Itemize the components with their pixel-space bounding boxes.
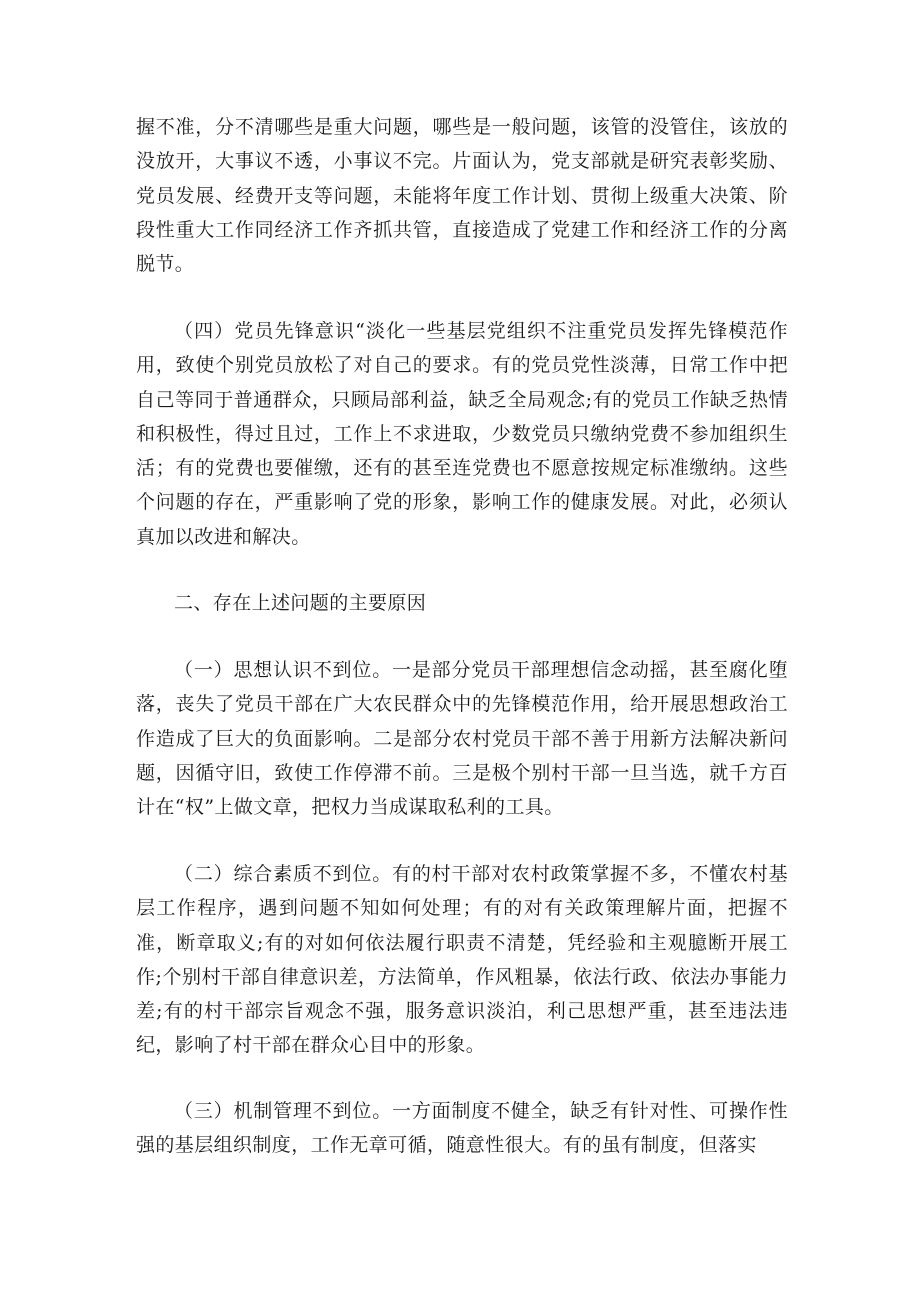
paragraph-ideological-awareness: （一）思想认识不到位。一是部分党员干部理想信念动摇，甚至腐化堕落，丧失了党员干部在广大农民群众中的先锋模范作用，给开展思想政治工作造成了巨大的负面影响。二是部分农村党员干部不善于用新方法解决新问题，因循守旧，致使工作停滞不前。三是极个别村干部一旦当选，就千方百计在“权”上做文章，把权力当成谋取私利的工具。 — [136, 659, 788, 819]
paragraph-party-member-pioneer: （四）党员先锋意识“淡化一些基层党组织不注重党员发挥先锋模范作用，致使个别党员放松了对自己的要求。有的党员党性淡薄，日常工作中把自己等同于普通群众，只顾局部利益，缺乏全局观念;有的党员工作缺乏热情和积极性，得过且过，工作上不求进取，少数党员只缴纳党费不参加组织生活；有的党费也要催缴，还有的甚至连党费也不愿意按规定标准缴纳。这些个问题的存在，严重影响了党的形象，影响工作的健康发展。对此，必须认真加以改进和解决。 — [136, 320, 788, 548]
paragraph-comprehensive-quality: （二）综合素质不到位。有的村干部对农村政策掌握不多，不懂农村基层工作程序，遇到问题不知如何处理；有的对有关政策理解片面，把握不准，断章取义;有的对如何依法履行职责不清楚，凭经验和主观臆断开展工作;个别村干部自律意识差，方法简单，作风粗暴，依法行政、依法办事能力差;有的村干部宗旨观念不强，服务意识淡泊，利己思想严重，甚至违法违纪，影响了村干部在群众心目中的形象。 — [136, 863, 788, 1057]
paragraph-continuation: 握不准，分不清哪些是重大问题，哪些是一般问题，该管的没管住，该放的没放开，大事议不透，小事议不完。片面认为，党支部就是研究表彰奖励、党员发展、经费开支等问题，未能将年度工作计划、贯彻上级重大决策、阶段性重大工作同经济工作齐抓共管，直接造成了党建工作和经济工作的分离脱节。 — [136, 116, 788, 276]
paragraph-mechanism-management: （三）机制管理不到位。一方面制度不健全，缺乏有针对性、可操作性强的基层组织制度，工作无章可循，随意性很大。有的虽有制度，但落实 — [136, 1100, 788, 1157]
section-heading-main-causes: 二、存在上述问题的主要原因 — [174, 592, 427, 614]
